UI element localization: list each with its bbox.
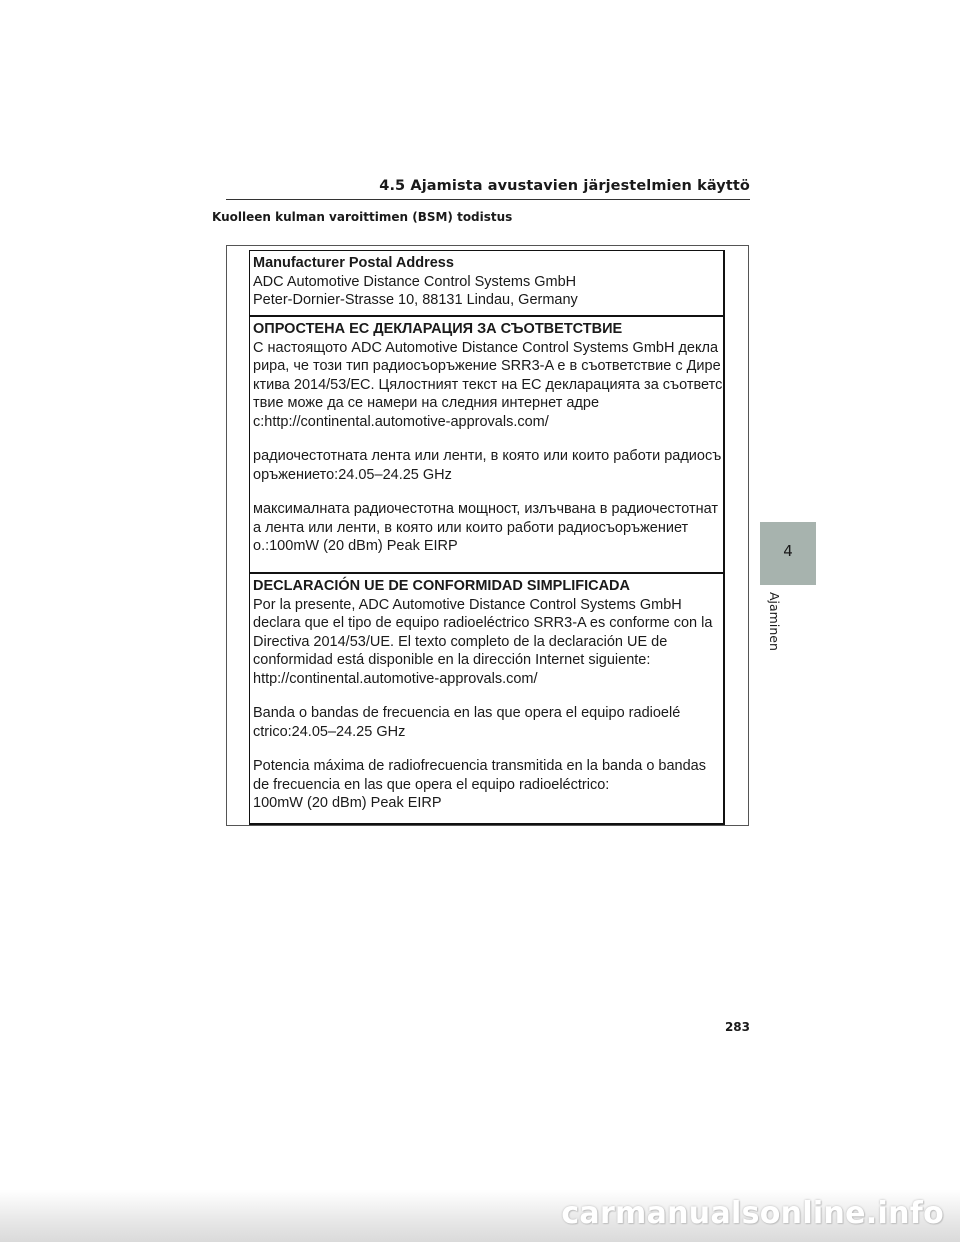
bulgarian-p3-line: максималната радиочестотна мощност, излъчвана в радиочестотнат (253, 501, 719, 517)
bulgarian-p1-line: ктива 2014/53/ЕС. Цялостният текст на ЕС декларацията за съответс (253, 376, 723, 393)
bulgarian-heading: ОПРОСТЕНА ЕС ДЕКЛАРАЦИЯ ЗА СЪОТВЕТСТВИЕ (253, 321, 623, 337)
manufacturer-line: Peter-Dornier-Strasse 10, 88131 Lindau, Germany (253, 292, 578, 308)
spanish-p1-line: conformidad está disponible en la dirección Internet siguiente: (253, 652, 651, 668)
spanish-p3-line: 100mW (20 dBm) Peak EIRP (253, 795, 442, 811)
manufacturer-line: ADC Automotive Distance Control Systems GmbH (253, 273, 577, 290)
bulgarian-p3-line: а лента или ленти, в която или които работи радиосъоръжениет (253, 519, 689, 536)
bulgarian-p1-line: С настоящото ADC Automotive Distance Control Systems GmbH декла (253, 339, 719, 356)
bulgarian-p2-line: оръжението:24.05–24.25 GHz (253, 466, 452, 483)
bulgarian-p1-line: твие може да се намери на следния интернет адре (253, 395, 600, 411)
spanish-p1-line: http://continental.automotive-approvals.com/ (253, 670, 538, 687)
chapter-header-title: 4.5 Ajamista avustavien järjestelmien käyttö (379, 178, 750, 194)
chapter-tab-number: 4 (783, 542, 793, 560)
manufacturer-heading: Manufacturer Postal Address (253, 255, 454, 271)
spanish-p2-line: ctrico:24.05–24.25 GHz (253, 723, 406, 740)
spanish-p3-line: de frecuencia en las que opera el equipo radioeléctrico: (253, 776, 610, 793)
bulgarian-p2-line: радиочестотната лента или ленти, в която или които работи радиосъ (253, 448, 722, 464)
spanish-p3-line: Potencia máxima de radiofrecuencia transmitida en la banda o bandas (253, 758, 706, 774)
spanish-heading: DECLARACIÓN UE DE CONFORMIDAD SIMPLIFICADA (253, 578, 630, 594)
chapter-tab-label: Ajaminen (767, 592, 782, 651)
spanish-p1-line: Por la presente, ADC Automotive Distance Control Systems GmbH (253, 596, 682, 613)
section-title: Kuolleen kulman varoittimen (BSM) todistus (212, 210, 513, 224)
paragraph-gap (253, 484, 723, 500)
paragraph-gap (253, 431, 723, 447)
bulgarian-declaration-box (249, 316, 725, 574)
bulgarian-p1-line: рира, че този тип радиосъоръжение SRR3-A е в съответствие с Дире (253, 358, 721, 374)
header-rule (226, 199, 750, 200)
page-number: 283 (724, 1020, 750, 1034)
spanish-p1-line: Directiva 2014/53/UE. El texto completo de la declaración UE de (253, 633, 668, 650)
spanish-p1-line: declara que el tipo de equipo radioeléctrico SRR3-A es conforme con la (253, 615, 713, 631)
bulgarian-p1-line: с:http://continental.automotive-approvals.com/ (253, 413, 549, 430)
manufacturer-box (249, 250, 725, 317)
watermark-text: carmanualsonline.info (561, 1196, 944, 1231)
spanish-p2-line: Banda o bandas de frecuencia en las que opera el equipo radioelé (253, 705, 681, 721)
spanish-declaration-box (249, 573, 725, 825)
paragraph-gap (253, 741, 723, 757)
paragraph-gap (253, 688, 723, 704)
bulgarian-p3-line: о.:100mW (20 dBm) Peak EIRP (253, 538, 458, 554)
